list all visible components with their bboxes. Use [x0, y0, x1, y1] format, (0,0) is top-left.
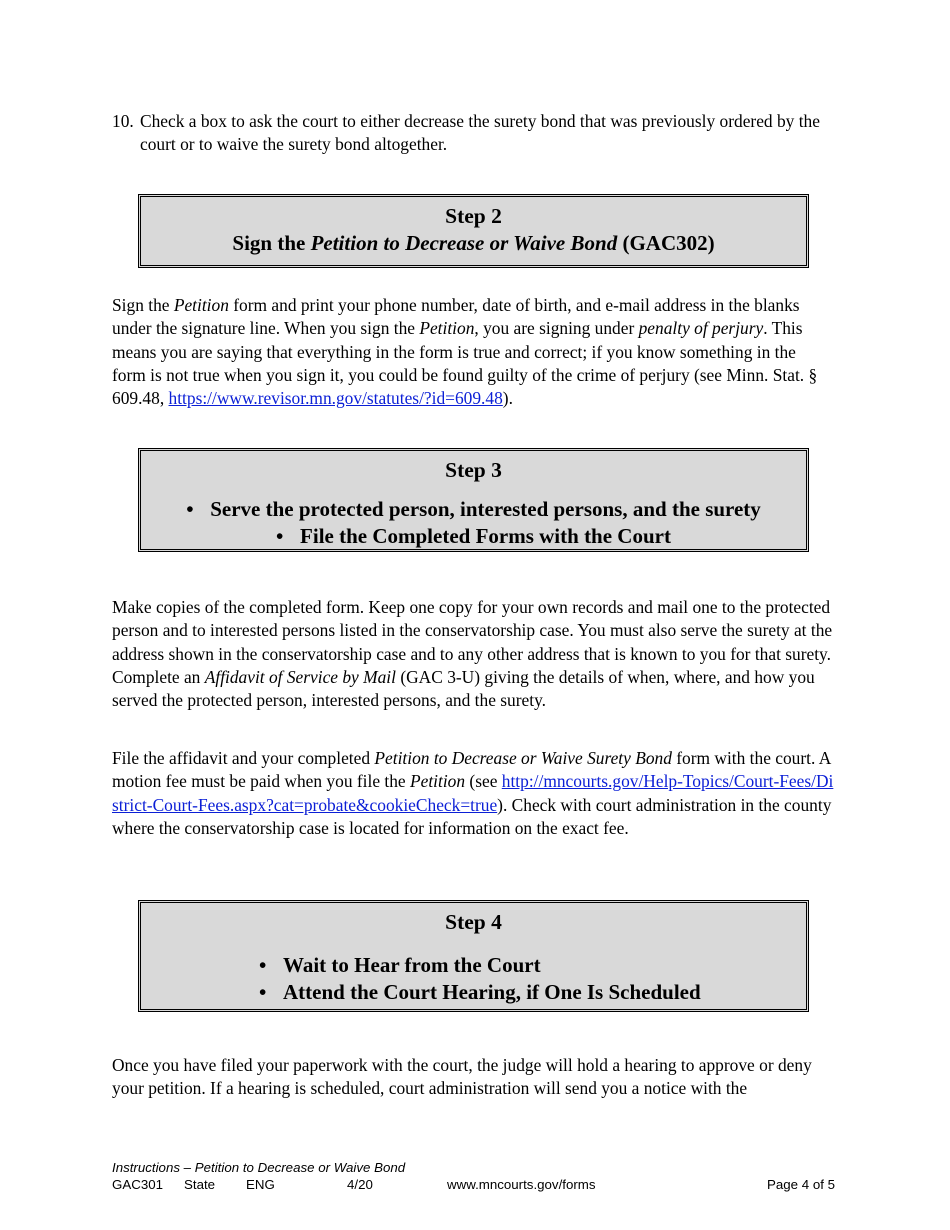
footer-language: ENG: [246, 1177, 275, 1192]
footer-website: www.mncourts.gov/forms: [447, 1177, 596, 1192]
step-3-paragraph-2: File the affidavit and your completed Petition to Decrease or Waive Surety Bond form with the court. A motion fee must be paid when you file the Petition (see http://mncourts.gov/Help-Topics/Court-Fees/District-Court-Fees.aspx?cat=probate&cookieCheck=true). Check with court administration in the county where the conservatorship case is located for information on the exact fee.: [112, 748, 834, 838]
step-4-bullet: • Wait to Hear from the Court: [259, 953, 541, 977]
step-2-box: [138, 194, 809, 268]
court-fees-link[interactable]: http://mncourts.gov/Help-Topics/Court-Fees/District-Court-Fees.aspx?cat=probate&cookieCheck=true: [112, 771, 834, 815]
list-item-number: 10.: [112, 111, 134, 131]
step-3-bullet: • Serve the protected person, interested persons, and the surety: [186, 497, 761, 521]
footer-page-number: Page 4 of 5: [767, 1177, 836, 1192]
revisor-statute-link[interactable]: https://www.revisor.mn.gov/statutes/?id=609.48: [168, 388, 503, 409]
step-2-heading: Sign the Petition to Decrease or Waive Bond (GAC302): [232, 231, 715, 255]
page-footer: [112, 1160, 840, 1193]
footer-form-code: GAC301: [112, 1177, 163, 1192]
step-3-paragraph-1: Make copies of the completed form. Keep one copy for your own records and mail one to the protected person and to interested persons listed in the conservatorship case. You must also serve the surety at the address shown in the conservatorship case and to any other address that is known to you for that surety. Complete an Affidavit of Service by Mail (GAC 3-U) giving the details of when, where, and how you served the protected person, interested persons, and the surety.: [112, 597, 833, 711]
step-4-box: [138, 900, 809, 1012]
footer-meta: [112, 1177, 840, 1193]
step-3-bullet: • File the Completed Forms with the Court: [276, 524, 671, 548]
step-3-title: Step 3: [445, 458, 502, 482]
step-3-box: [138, 448, 809, 552]
step-2-paragraph: Sign the Petition form and print your phone number, date of birth, and e-mail address in the blanks under the signature line. When you sign the Petition, you are signing under penalty of perjury. This means you are saying that everything in the form is true and correct; if you know something in the form is not true when you sign it, you could be found guilty of the crime of perjury (see Minn. Stat. § 609.48, https://www.revisor.mn.gov/statutes/?id=609.48).: [112, 295, 818, 409]
list-item-text: Check a box to ask the court to either decrease the surety bond that was previously ordered by the court or to waive the surety bond altogether.: [140, 111, 820, 155]
step-4-paragraph: Once you have filed your paperwork with the court, the judge will hold a hearing to approve or deny your petition. If a hearing is scheduled, court administration will send you a notice with the: [112, 1055, 812, 1099]
footer-date: 4/20: [347, 1177, 373, 1192]
footer-title: Instructions – Petition to Decrease or Waive Bond: [112, 1160, 406, 1175]
step-4-title: Step 4: [445, 910, 502, 934]
step-4-bullet: • Attend the Court Hearing, if One Is Scheduled: [259, 980, 701, 1004]
footer-jurisdiction: State: [184, 1177, 216, 1192]
step-2-title: Step 2: [445, 204, 502, 228]
